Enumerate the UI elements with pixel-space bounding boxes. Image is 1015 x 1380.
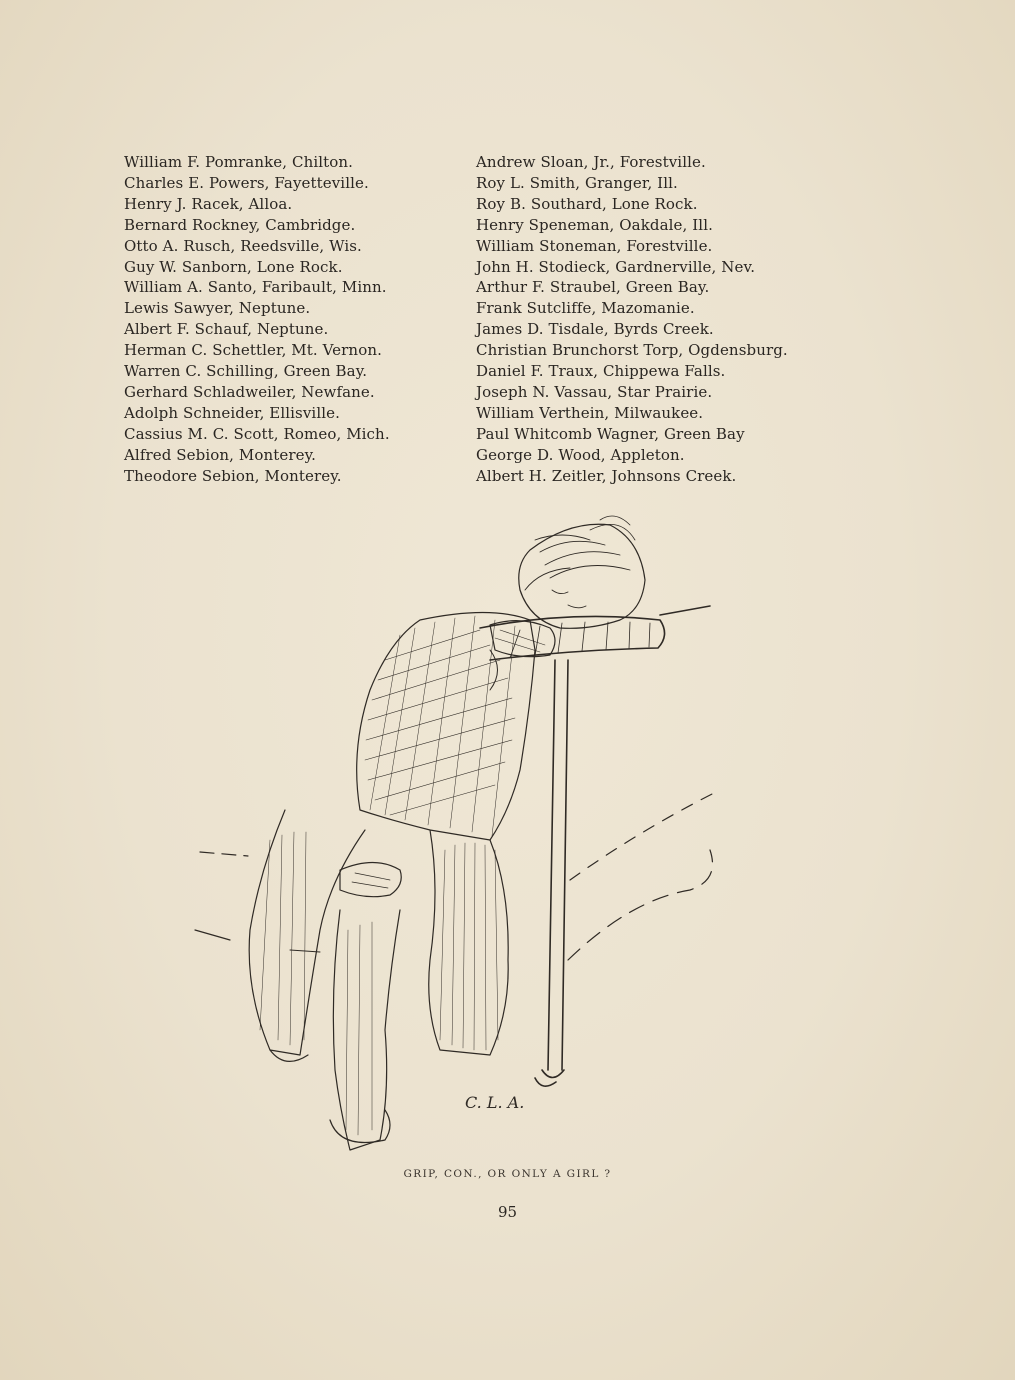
list-item: Roy B. Southard, Lone Rock.	[476, 194, 698, 213]
chair	[195, 606, 720, 1086]
legs	[249, 810, 400, 1150]
list-item: Joseph N. Vassau, Star Prairie.	[476, 382, 713, 401]
illustration-caption: GRIP, CON., OR ONLY A GIRL ?	[403, 1168, 612, 1180]
name-list-right	[476, 152, 816, 487]
list-item: Bernard Rockney, Cambridge.	[124, 215, 356, 234]
list-item: Theodore Sebion, Monterey.	[124, 466, 342, 485]
list-item: Gerhard Schladweiler, Newfane.	[124, 382, 375, 401]
list-item: William Verthein, Milwaukee.	[476, 403, 704, 422]
list-item: Alfred Sebion, Monterey.	[124, 445, 317, 464]
list-item: Christian Brunchorst Torp, Ogdensburg.	[476, 341, 788, 360]
name-list-left	[124, 152, 454, 487]
list-item: Herman C. Schettler, Mt. Vernon.	[124, 341, 382, 360]
page-number: 95	[497, 1203, 518, 1221]
list-item: William Stoneman, Forestville.	[476, 236, 713, 255]
list-item: Cassius M. C. Scott, Romeo, Mich.	[124, 424, 390, 443]
list-item: Henry Speneman, Oakdale, Ill.	[476, 215, 713, 234]
list-item: William F. Pomranke, Chilton.	[124, 153, 354, 171]
list-item: Frank Sutcliffe, Mazomanie.	[476, 299, 695, 318]
list-item: George D. Wood, Appleton.	[476, 445, 685, 464]
list-item: Lewis Sawyer, Neptune.	[124, 299, 311, 318]
list-item: Arthur F. Straubel, Green Bay.	[476, 278, 710, 297]
list-item: Guy W. Sanborn, Lone Rock.	[124, 257, 343, 276]
coat-and-hand	[340, 830, 508, 1055]
list-item: William A. Santo, Faribault, Minn.	[124, 278, 387, 297]
list-item: Otto A. Rusch, Reedsville, Wis.	[124, 236, 362, 255]
arm	[490, 621, 555, 657]
list-item: James D. Tisdale, Byrds Creek.	[476, 320, 714, 339]
list-item: Henry J. Racek, Alloa.	[124, 194, 293, 213]
jacket	[357, 613, 535, 841]
list-item: Andrew Sloan, Jr., Forestville.	[476, 153, 706, 171]
list-item: John H. Stodieck, Gardnerville, Nev.	[476, 257, 756, 276]
list-item: Adolph Schneider, Ellisville.	[124, 403, 340, 422]
list-item: Albert H. Zeitler, Johnsons Creek.	[476, 466, 737, 485]
list-item: Paul Whitcomb Wagner, Green Bay	[476, 424, 745, 443]
list-item: Daniel F. Traux, Chippewa Falls.	[476, 362, 726, 381]
artist-signature: C. L. A.	[465, 1093, 525, 1112]
head	[519, 516, 645, 628]
list-item: Charles E. Powers, Fayetteville.	[124, 173, 369, 192]
list-item: Roy L. Smith, Granger, Ill.	[476, 173, 678, 192]
list-item: Albert F. Schauf, Neptune.	[124, 320, 329, 339]
sleeping-student-sketch	[190, 510, 730, 1160]
list-item: Warren C. Schilling, Green Bay.	[124, 362, 368, 381]
